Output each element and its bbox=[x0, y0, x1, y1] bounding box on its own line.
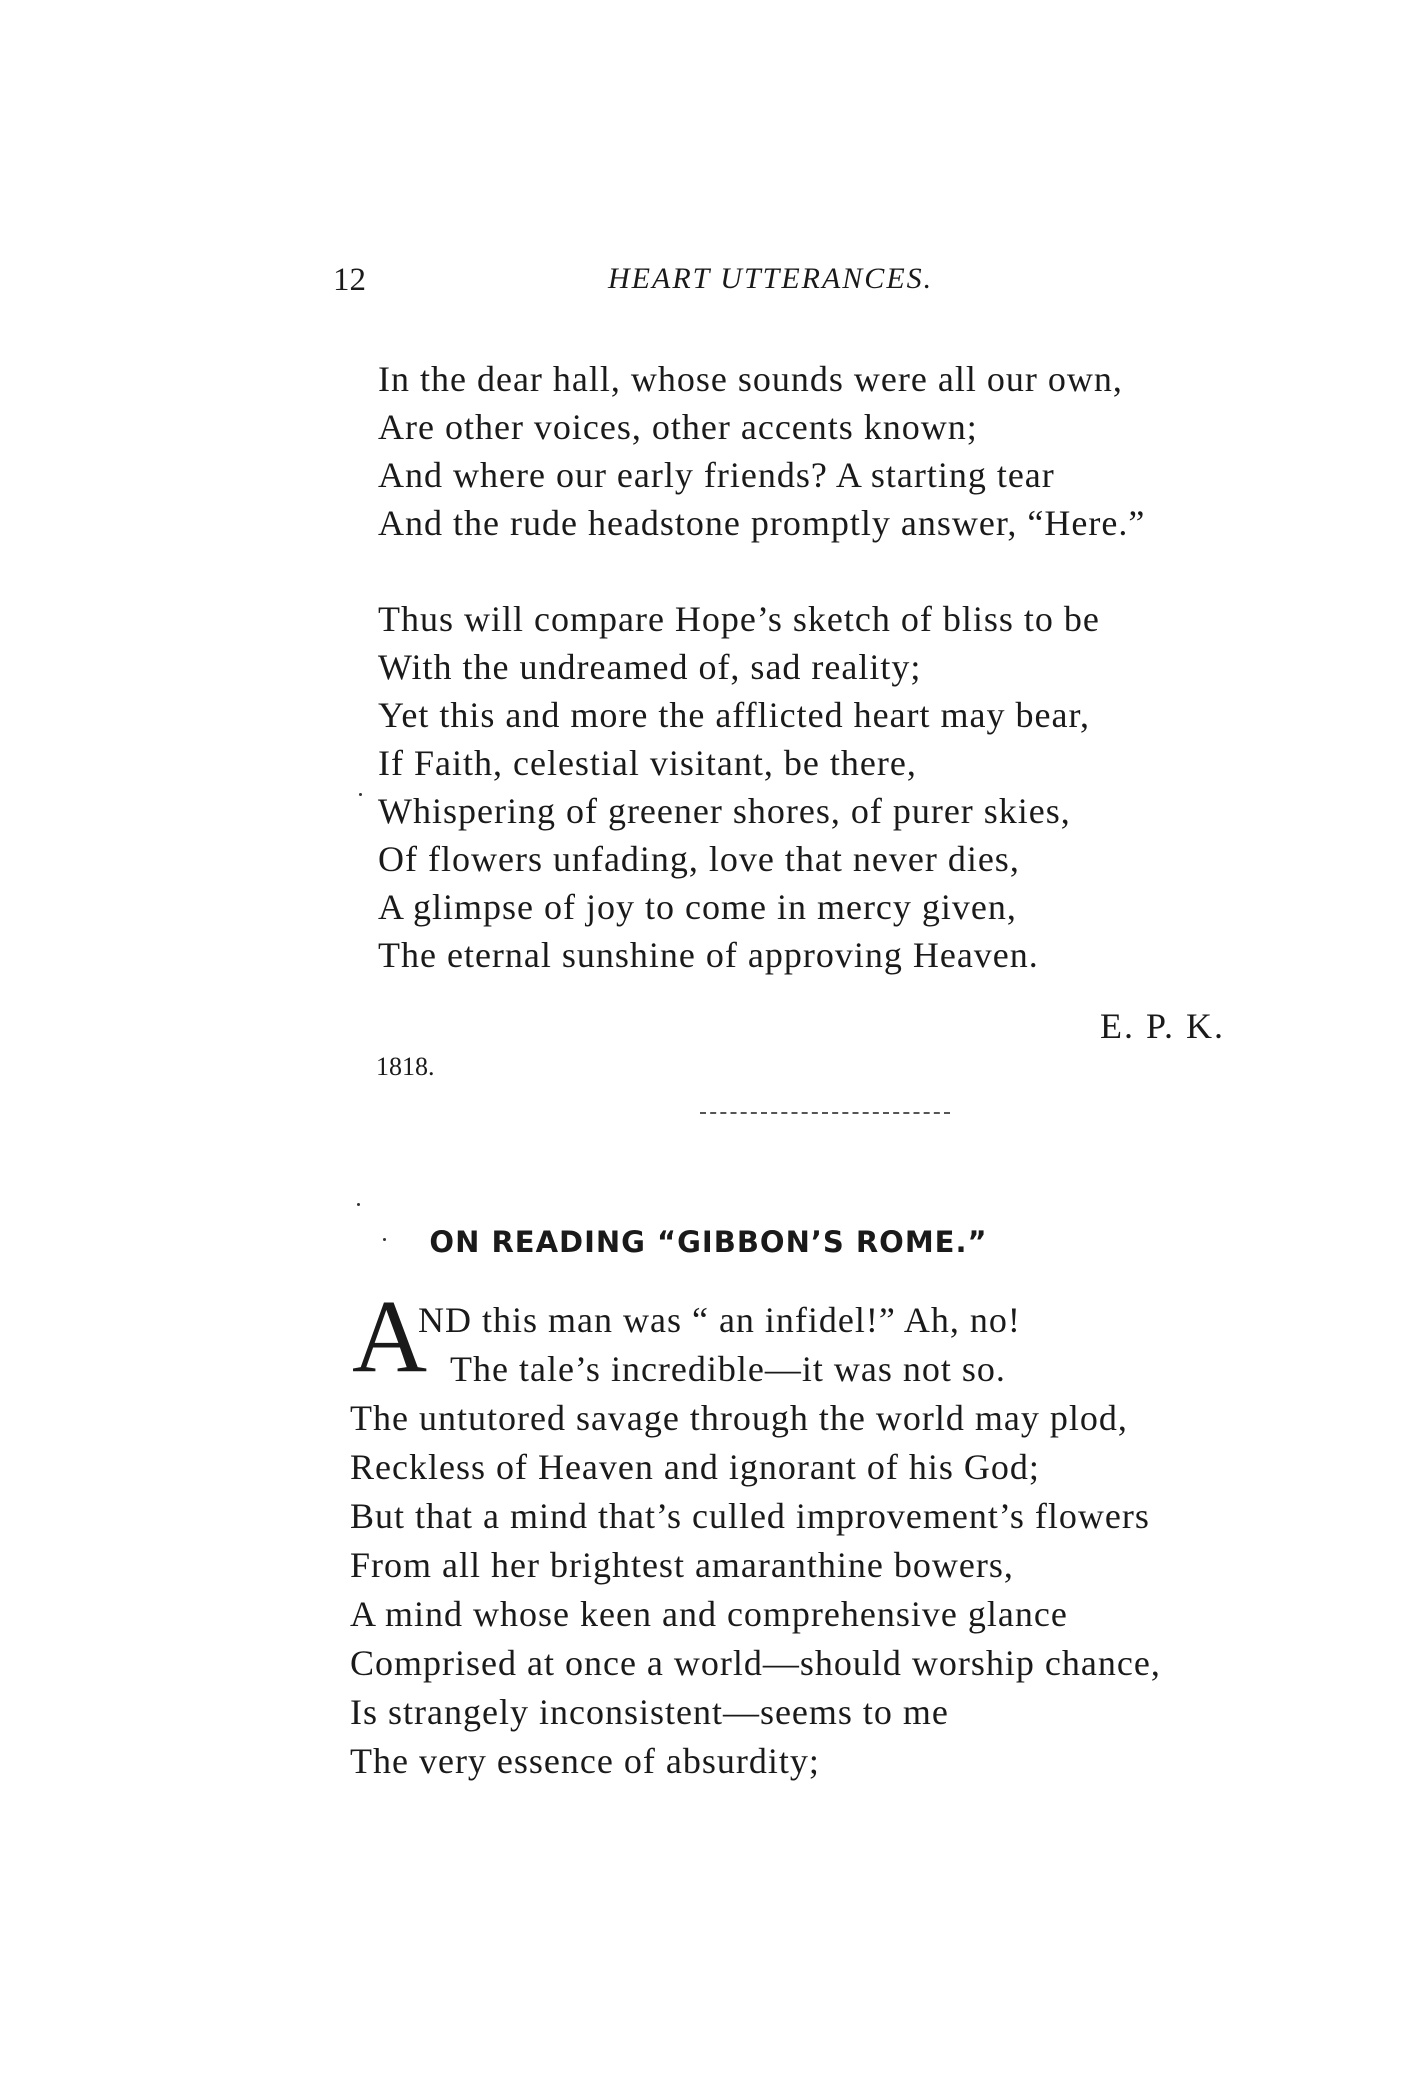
page-number: 12 bbox=[333, 262, 366, 298]
poem-2-body bbox=[350, 1296, 1161, 1786]
verse-line: With the undreamed of, sad reality; bbox=[378, 647, 922, 687]
verse-line: The eternal sunshine of approving Heaven. bbox=[378, 935, 1039, 975]
print-speck bbox=[357, 1203, 360, 1206]
verse-line: But that a mind that’s culled improvement’s flowers bbox=[350, 1496, 1150, 1536]
poem-title: ON READING “GIBBON’S ROME.” bbox=[429, 1225, 988, 1259]
verse-line: Of flowers unfading, love that never dies, bbox=[378, 839, 1020, 879]
verse-line: If Faith, celestial visitant, be there, bbox=[378, 743, 917, 783]
poem-stanza-2 bbox=[378, 595, 1100, 979]
verse-line: A mind whose keen and comprehensive glance bbox=[350, 1594, 1068, 1634]
verse-line: The tale’s incredible—it was not so. bbox=[450, 1349, 1006, 1389]
verse-line: Are other voices, other accents known; bbox=[378, 407, 978, 447]
verse-line: A glimpse of joy to come in mercy given, bbox=[378, 887, 1017, 927]
verse-line: Yet this and more the afflicted heart may bear, bbox=[378, 695, 1091, 735]
print-speck bbox=[383, 1238, 386, 1241]
verse-line: The untutored savage through the world may plod, bbox=[350, 1398, 1128, 1438]
drop-cap: A bbox=[352, 1279, 428, 1394]
print-speck bbox=[359, 793, 362, 796]
poem-date: 1818. bbox=[376, 1052, 435, 1081]
verse-line: The very essence of absurdity; bbox=[350, 1741, 820, 1781]
verse-line: Whispering of greener shores, of purer skies, bbox=[378, 791, 1071, 831]
verse-line: Is strangely inconsistent—seems to me bbox=[350, 1692, 949, 1732]
running-header: HEART UTTERANCES. bbox=[608, 262, 934, 295]
verse-line: Thus will compare Hope’s sketch of bliss to be bbox=[378, 599, 1100, 639]
verse-line: In the dear hall, whose sounds were all our own, bbox=[378, 359, 1123, 399]
verse-line: Reckless of Heaven and ignorant of his God; bbox=[350, 1447, 1040, 1487]
author-signature: E. P. K. bbox=[1100, 1006, 1226, 1046]
verse-line: Comprised at once a world—should worship chance, bbox=[350, 1643, 1161, 1683]
section-divider bbox=[700, 1112, 950, 1114]
verse-line: ND this man was “ an infidel!” Ah, no! bbox=[418, 1300, 1021, 1340]
verse-line: And the rude headstone promptly answer, “Here.” bbox=[378, 503, 1146, 543]
poem-stanza-1 bbox=[378, 355, 1145, 547]
verse-line: From all her brightest amaranthine bowers, bbox=[350, 1545, 1014, 1585]
verse-line: And where our early friends? A starting tear bbox=[378, 455, 1055, 495]
